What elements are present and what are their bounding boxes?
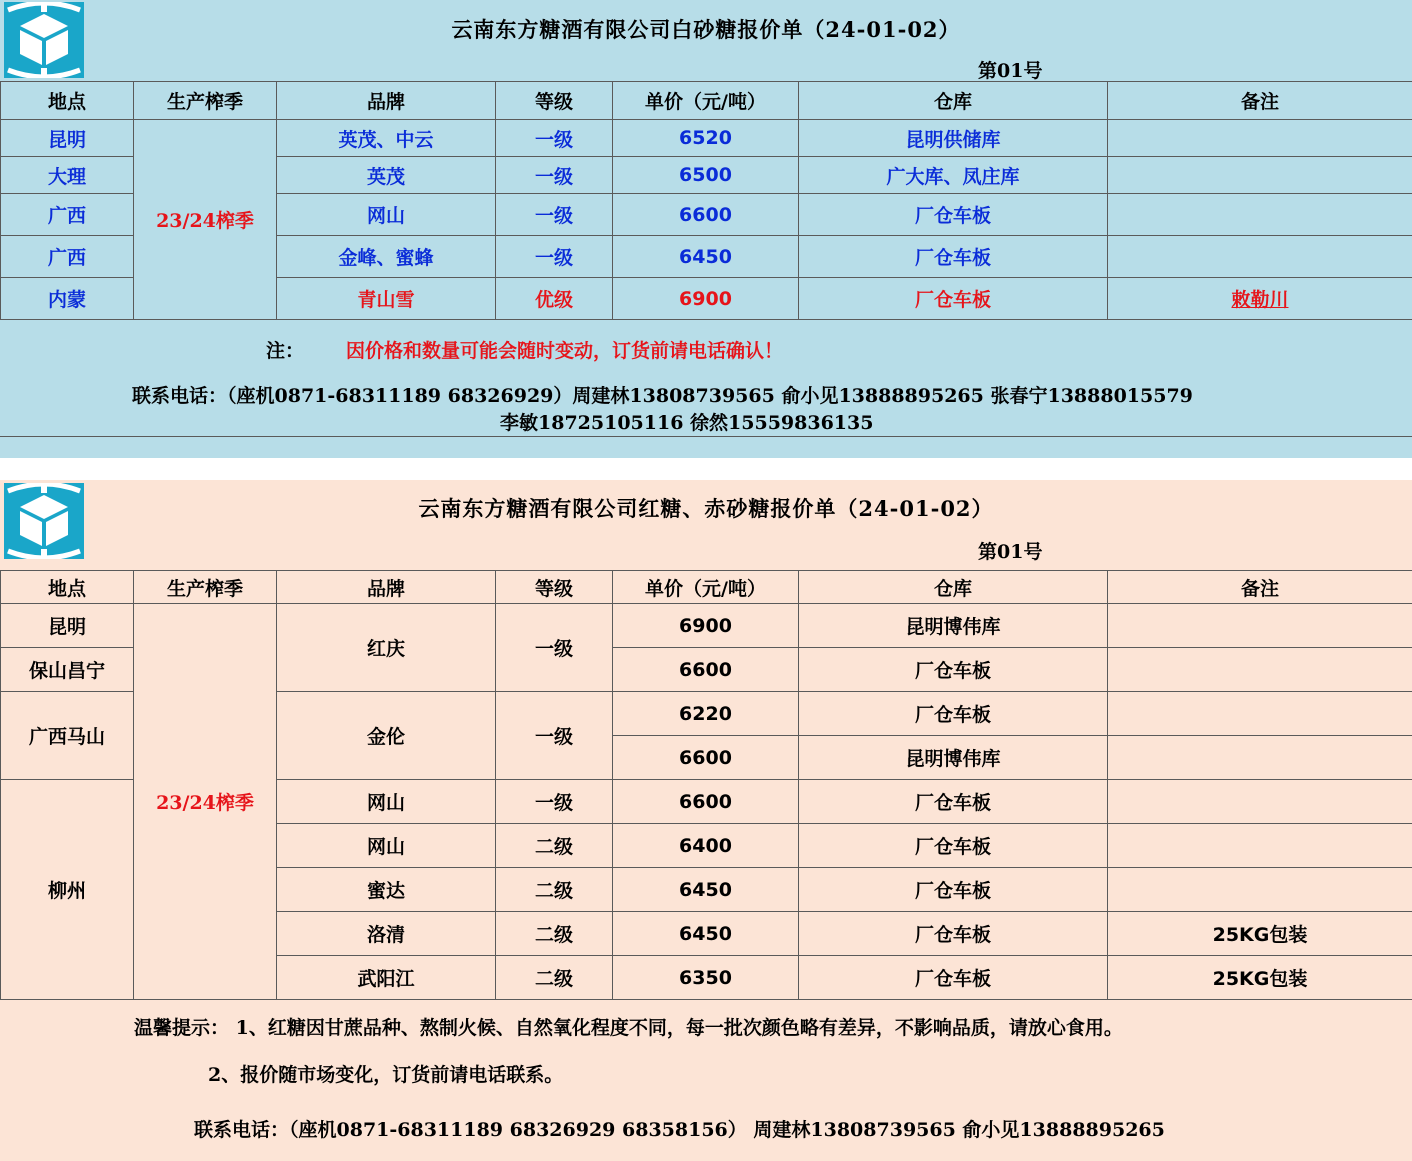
header-price: 单价（元/吨） [613,82,799,120]
white-sugar-quote-sheet [0,0,1412,458]
brand-cell: 网山 [277,780,496,824]
contact-line: 联系电话：（座机0871-68311189 68326929）周建林13808739565 俞小见13888895265 张春宁13888015579 [132,385,1193,407]
remark-cell [1108,824,1412,868]
price-cell: 6350 [613,956,799,1000]
remark-cell [1108,157,1412,194]
remark-cell [1108,604,1412,648]
header-remark: 备注 [1108,571,1412,604]
warehouse-cell: 厂仓车板 [799,868,1108,912]
remark-cell [1108,692,1412,736]
brand-cell: 蜜达 [277,868,496,912]
note-label: 注： [266,340,305,362]
white-sugar-table [0,81,1412,320]
grade-cell: 二级 [496,956,613,1000]
header-place: 地点 [1,82,134,120]
table-header-row [1,571,1412,604]
brand-cell: 金伦 [277,692,496,780]
remark-cell [1108,236,1412,278]
brand-cell: 青山雪 [277,278,496,320]
remark-cell [1108,736,1412,780]
grade-cell: 二级 [496,868,613,912]
warehouse-cell: 昆明博伟库 [799,604,1108,648]
place-cell: 柳州 [1,780,134,1000]
remark-cell [1108,868,1412,912]
place-cell: 大理 [1,157,134,194]
warehouse-cell: 厂仓车板 [799,236,1108,278]
warehouse-cell: 厂仓车板 [799,824,1108,868]
warehouse-cell: 厂仓车板 [799,956,1108,1000]
remark-cell [1108,120,1412,157]
warehouse-cell: 昆明博伟库 [799,736,1108,780]
table-header-row [1,82,1412,120]
warehouse-cell: 厂仓车板 [799,194,1108,236]
grade-cell: 二级 [496,912,613,956]
warehouse-cell: 广大库、凤庄库 [799,157,1108,194]
brand-cell: 红庆 [277,604,496,692]
price-cell: 6220 [613,692,799,736]
contact-line: 联系电话：（座机0871-68311189 68326929 68358156） 周建林13808739565 俞小见13888895265 [194,1119,1165,1141]
header-remark: 备注 [1108,82,1412,120]
brand-cell: 英茂、中云 [277,120,496,157]
grade-cell: 二级 [496,824,613,868]
header-brand: 品牌 [277,82,496,120]
remark-cell [1108,194,1412,236]
grade-cell: 一级 [496,604,613,692]
price-cell: 6450 [613,912,799,956]
place-cell: 保山昌宁 [1,648,134,692]
price-cell: 6520 [613,120,799,157]
warehouse-cell: 昆明供储库 [799,120,1108,157]
price-cell: 6450 [613,868,799,912]
place-cell: 广西马山 [1,692,134,780]
brand-cell: 英茂 [277,157,496,194]
table-row [1,604,1412,648]
place-cell: 内蒙 [1,278,134,320]
warehouse-cell: 厂仓车板 [799,648,1108,692]
warehouse-cell: 厂仓车板 [799,278,1108,320]
grade-cell: 优级 [496,278,613,320]
grade-cell: 一级 [496,692,613,780]
season-cell: 23/24榨季 [134,604,277,1000]
price-cell: 6600 [613,648,799,692]
brand-cell: 网山 [277,824,496,868]
header-place: 地点 [1,571,134,604]
header-warehouse: 仓库 [799,571,1108,604]
price-cell: 6900 [613,604,799,648]
grade-cell: 一级 [496,120,613,157]
brown-sugar-table [0,570,1412,1000]
remark-cell: 25KG包装 [1108,956,1412,1000]
place-cell: 昆明 [1,120,134,157]
grade-cell: 一级 [496,236,613,278]
note-text: 因价格和数量可能会随时变动，订货前请电话确认！ [346,340,784,362]
price-cell: 6600 [613,194,799,236]
table-row [1,120,1412,157]
warehouse-cell: 厂仓车板 [799,692,1108,736]
place-cell: 广西 [1,236,134,278]
header-season: 生产榨季 [134,571,277,604]
header-brand: 品牌 [277,571,496,604]
grade-cell: 一级 [496,157,613,194]
price-cell: 6450 [613,236,799,278]
header-grade: 等级 [496,571,613,604]
page-title: 云南东方糖酒有限公司红糖、赤砂糖报价单（24-01-02） [418,496,994,521]
place-cell: 广西 [1,194,134,236]
tip-line-1: 温馨提示： 1、红糖因甘蔗品种、熬制火候、自然氧化程度不同，每一批次颜色略有差异，不影响品质，请放心食用。 [134,1017,1123,1039]
price-cell: 6500 [613,157,799,194]
season-cell: 23/24榨季 [134,120,277,320]
brand-cell: 洛清 [277,912,496,956]
remark-link[interactable]: 敕勒川 [1108,278,1412,320]
remark-cell: 25KG包装 [1108,912,1412,956]
header-warehouse: 仓库 [799,82,1108,120]
page-title: 云南东方糖酒有限公司白砂糖报价单（24-01-02） [451,17,961,42]
remark-cell [1108,780,1412,824]
grade-cell: 一级 [496,194,613,236]
contact-line-2: 李敏18725105116 徐然15559836135 [500,412,874,434]
header-price: 单价（元/吨） [613,571,799,604]
price-cell: 6600 [613,780,799,824]
serial-number: 第01号 [978,60,1043,82]
remark-cell [1108,648,1412,692]
warehouse-cell: 厂仓车板 [799,912,1108,956]
tip-line-2: 2、报价随市场变化，订货前请电话联系。 [208,1064,564,1086]
header-season: 生产榨季 [134,82,277,120]
brand-cell: 金峰、蜜蜂 [277,236,496,278]
place-cell: 昆明 [1,604,134,648]
warehouse-cell: 厂仓车板 [799,780,1108,824]
header-grade: 等级 [496,82,613,120]
price-cell: 6600 [613,736,799,780]
price-cell: 6900 [613,278,799,320]
brown-sugar-quote-sheet [0,480,1412,1161]
divider [0,436,1412,437]
price-cell: 6400 [613,824,799,868]
brand-cell: 网山 [277,194,496,236]
serial-number: 第01号 [978,541,1043,563]
brand-cell: 武阳江 [277,956,496,1000]
grade-cell: 一级 [496,780,613,824]
